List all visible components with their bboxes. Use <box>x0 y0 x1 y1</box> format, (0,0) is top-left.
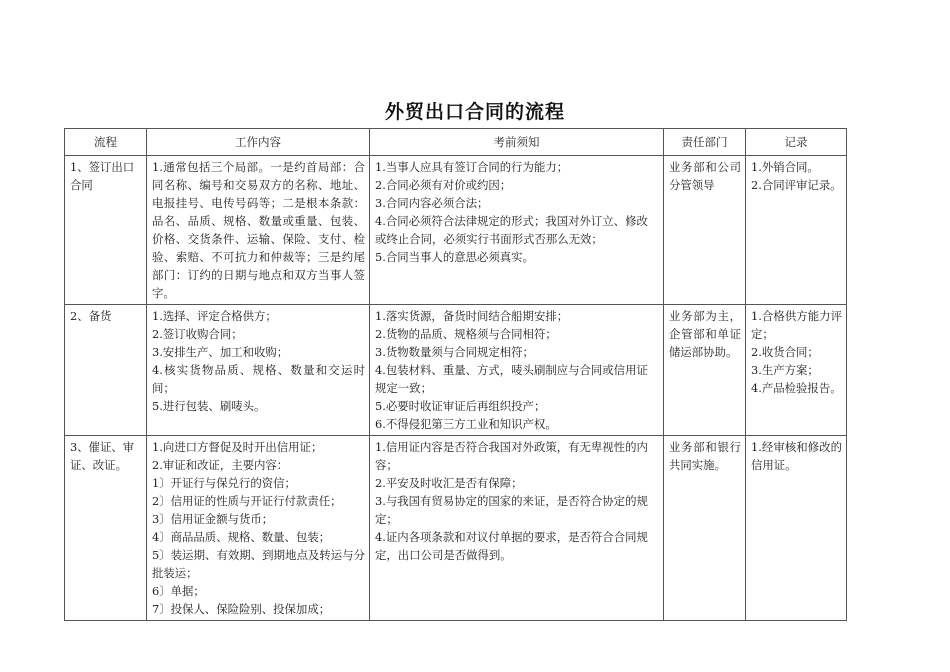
note-item: 1.落实货源，备货时间结合船期安排； <box>375 309 569 323</box>
work-item: 1.通常包括三个局部。一是约首局部：合同名称、编号和交易双方的名称、地址、电报挂号、电传号码等；二是根本条款：品名、品质、规格、数量或重量、包装、价格、交货条件、运输、保险、支付、检验、索赔、不可抗力和仲裁等；三是约尾部门：订约的日期与地点和双方当事人签字。 <box>152 160 365 300</box>
process-cell: 2、备货 <box>65 305 147 436</box>
notes-cell <box>370 305 664 436</box>
note-item: 3.货物数量须与合同规定相符； <box>375 345 534 359</box>
table-row <box>65 156 847 305</box>
note-item: 5.必要时收证审证后再组织投产； <box>375 399 546 413</box>
record-cell <box>746 156 847 305</box>
process-cell: 3、催证、审证、改证。 <box>65 436 147 621</box>
record-item: 1.外销合同。 <box>751 160 819 174</box>
note-item: 4.证内各项条款和对议付单据的要求，是否符合合同规定，出口公司是否做得到。 <box>375 530 648 562</box>
work-item: 5〕装运期、有效期、到期地点及转运与分批装运； <box>152 548 365 580</box>
work-item: 5.进行包装、刷唛头。 <box>152 399 266 413</box>
dept-cell: 业务部为主，企管部和单证储运部协助。 <box>664 305 746 436</box>
note-item: 2.平安及时收汇是否有保障； <box>375 476 523 490</box>
note-item: 2.合同必须有对价或约因； <box>375 178 512 192</box>
work-content-cell <box>147 305 370 436</box>
table-header-row <box>65 129 847 156</box>
process-cell: 1、签订出口合同 <box>65 156 147 305</box>
record-cell <box>746 436 847 621</box>
work-item: 1.向进口方督促及时开出信用证； <box>152 440 323 454</box>
work-item: 2.签订收购合同； <box>152 327 243 341</box>
work-item: 4〕商品品质、规格、数量、包装； <box>152 530 331 544</box>
work-content-cell <box>147 436 370 621</box>
work-item: 3〕信用证金额与货币； <box>152 512 274 526</box>
process-table <box>64 128 847 621</box>
record-item: 4.产品检验报告。 <box>751 381 842 395</box>
work-item: 7〕投保人、保险险别、投保加成； <box>152 602 331 616</box>
note-item: 3.与我国有贸易协定的国家的来证，是否符合协定的规定； <box>375 494 648 526</box>
record-cell <box>746 305 847 436</box>
dept-cell: 业务部和公司分管领导 <box>664 156 746 305</box>
note-item: 3.合同内容必须合法； <box>375 196 489 210</box>
work-item: 2.审证和改证，主要内容： <box>152 458 289 472</box>
notes-cell <box>370 156 664 305</box>
page-title: 外贸出口合同的流程 <box>384 101 565 123</box>
work-item: 4.核实货物品质、规格、数量和交运时间； <box>152 363 365 395</box>
note-item: 2.货物的品质、规格须与合同相符； <box>375 327 557 341</box>
work-content-cell <box>147 156 370 305</box>
header-notes: 考前须知 <box>370 129 664 156</box>
work-item: 6〕单据； <box>152 584 205 598</box>
note-item: 1.信用证内容是否符合我国对外政策，有无卑视性的内容； <box>375 440 648 472</box>
header-process: 流程 <box>65 129 147 156</box>
work-item: 3.安排生产、加工和收购； <box>152 345 289 359</box>
record-item: 3.生产方案； <box>751 363 819 377</box>
header-responsible-dept: 责任部门 <box>664 129 746 156</box>
note-item: 4.合同必须符合法律规定的形式；我国对外订立、修改或终止合同，必须实行书面形式否那么无效； <box>375 214 648 246</box>
work-item: 1〕开证行与保兑行的资信； <box>152 476 296 490</box>
record-item: 2.收货合同； <box>751 345 819 359</box>
table-row <box>65 436 847 621</box>
header-record: 记录 <box>746 129 847 156</box>
notes-cell <box>370 436 664 621</box>
dept-cell: 业务部和银行共同实施。 <box>664 436 746 621</box>
record-item: 1.经审核和修改的信用证。 <box>751 440 842 472</box>
note-item: 1.当事人应具有签订合同的行为能力； <box>375 160 569 174</box>
record-item: 2.合同评审记录。 <box>751 178 842 192</box>
work-item: 2〕信用证的性质与开证行付款责任； <box>152 494 342 508</box>
work-item: 1.选择、评定合格供方； <box>152 309 277 323</box>
note-item: 4.包装材料、重量、方式，唛头刷制应与合同或信用证规定一致； <box>375 363 648 395</box>
note-item: 6.不得侵犯第三方工业和知识产权。 <box>375 417 557 431</box>
note-item: 5.合同当事人的意思必须真实。 <box>375 250 534 264</box>
record-item: 1.合格供方能力评定； <box>751 309 842 341</box>
table-row <box>65 305 847 436</box>
header-work-content: 工作内容 <box>147 129 370 156</box>
